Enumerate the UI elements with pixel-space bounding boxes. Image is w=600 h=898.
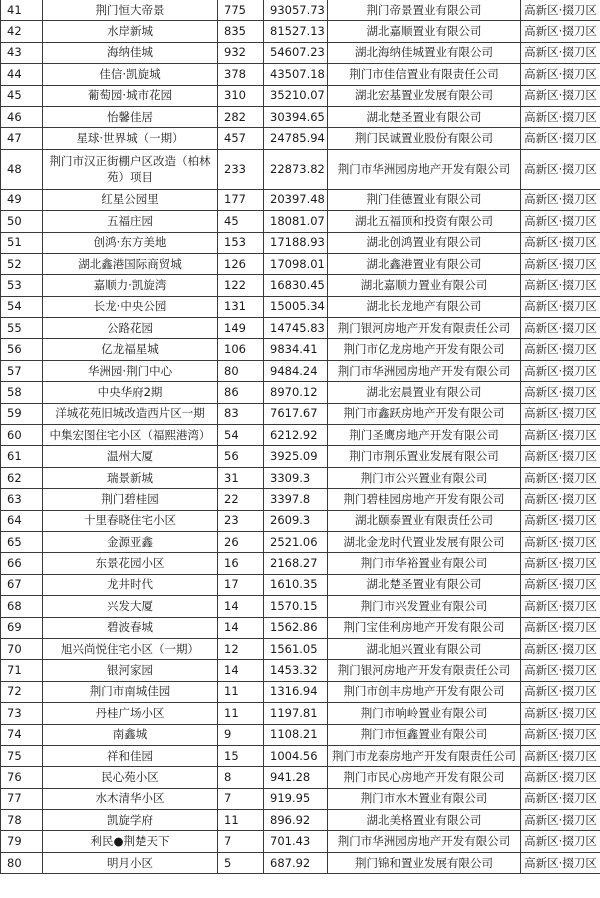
district-cell: 高新区·掇刀区 <box>521 360 600 381</box>
developer-cell: 荆门市响岭置业有限公司 <box>328 703 521 724</box>
units-cell: 22 <box>218 489 264 510</box>
table-row <box>1 467 600 488</box>
units-cell: 282 <box>218 106 264 127</box>
district-cell: 高新区·掇刀区 <box>521 42 600 63</box>
developer-cell: 荆门市公兴置业有限公司 <box>328 467 521 488</box>
units-cell: 16 <box>218 553 264 574</box>
project-name-cell: 创鸿·东方美地 <box>43 232 218 253</box>
area-cell: 18081.07 <box>264 211 328 232</box>
area-cell: 3925.09 <box>264 446 328 467</box>
row-number-cell: 47 <box>1 128 43 149</box>
row-number-cell: 65 <box>1 531 43 552</box>
table-row <box>1 106 600 127</box>
district-cell: 高新区·掇刀区 <box>521 128 600 149</box>
project-name-cell: 水岸新城 <box>43 21 218 42</box>
row-number-cell: 70 <box>1 638 43 659</box>
table-row <box>1 788 600 809</box>
developer-cell: 荆门市民心房地产开发有限公司 <box>328 767 521 788</box>
district-cell: 高新区·掇刀区 <box>521 681 600 702</box>
developer-cell: 湖北海纳佳城置业有限公司 <box>328 42 521 63</box>
units-cell: 775 <box>218 0 264 21</box>
area-cell: 81527.13 <box>264 21 328 42</box>
project-name-cell: 嘉顺力·凯旋湾 <box>43 275 218 296</box>
project-name-cell: 怡馨佳居 <box>43 106 218 127</box>
developer-cell: 荆门市兴发置业有限公司 <box>328 596 521 617</box>
area-cell: 35210.07 <box>264 85 328 106</box>
developer-cell: 荆门市华洲园房地产开发有限公司 <box>328 149 521 189</box>
developer-cell: 荆门银河房地产开发有限责任公司 <box>328 318 521 339</box>
project-name-cell: 水木清华小区 <box>43 788 218 809</box>
row-number-cell: 53 <box>1 275 43 296</box>
area-cell: 9484.24 <box>264 360 328 381</box>
project-name-cell: 温州大厦 <box>43 446 218 467</box>
area-cell: 43507.18 <box>264 64 328 85</box>
developer-cell: 湖北鑫港置业有限公司 <box>328 253 521 274</box>
project-name-cell: 明月小区 <box>43 852 218 873</box>
units-cell: 131 <box>218 296 264 317</box>
table-row <box>1 296 600 317</box>
project-name-cell: 荆门碧桂园 <box>43 489 218 510</box>
units-cell: 233 <box>218 149 264 189</box>
district-cell: 高新区·掇刀区 <box>521 296 600 317</box>
table-row <box>1 189 600 210</box>
district-cell: 高新区·掇刀区 <box>521 0 600 21</box>
area-cell: 22873.82 <box>264 149 328 189</box>
project-name-cell: 佳信·凯旋城 <box>43 64 218 85</box>
table-row <box>1 638 600 659</box>
project-name-cell: 东景花园小区 <box>43 553 218 574</box>
district-cell: 高新区·掇刀区 <box>521 467 600 488</box>
row-number-cell: 75 <box>1 745 43 766</box>
project-name-cell: 长龙·中央公园 <box>43 296 218 317</box>
developer-cell: 荆门市华洲园房地产开发有限公司 <box>328 831 521 852</box>
table-row <box>1 425 600 446</box>
project-name-cell: 金源亚鑫 <box>43 531 218 552</box>
developer-cell: 荆门市亿龙房地产开发有限公司 <box>328 339 521 360</box>
district-cell: 高新区·掇刀区 <box>521 724 600 745</box>
table-row <box>1 275 600 296</box>
area-cell: 919.95 <box>264 788 328 809</box>
units-cell: 80 <box>218 360 264 381</box>
units-cell: 45 <box>218 211 264 232</box>
project-name-cell: 荆门市南城佳园 <box>43 681 218 702</box>
area-cell: 2609.3 <box>264 510 328 531</box>
developer-cell: 湖北嘉顺置业有限公司 <box>328 21 521 42</box>
district-cell: 高新区·掇刀区 <box>521 149 600 189</box>
district-cell: 高新区·掇刀区 <box>521 810 600 831</box>
area-cell: 1610.35 <box>264 574 328 595</box>
district-cell: 高新区·掇刀区 <box>521 382 600 403</box>
area-cell: 1570.15 <box>264 596 328 617</box>
district-cell: 高新区·掇刀区 <box>521 617 600 638</box>
area-cell: 1197.81 <box>264 703 328 724</box>
district-cell: 高新区·掇刀区 <box>521 21 600 42</box>
district-cell: 高新区·掇刀区 <box>521 660 600 681</box>
area-cell: 20397.48 <box>264 189 328 210</box>
area-cell: 1561.05 <box>264 638 328 659</box>
district-cell: 高新区·掇刀区 <box>521 767 600 788</box>
table-row <box>1 810 600 831</box>
district-cell: 高新区·掇刀区 <box>521 852 600 873</box>
developer-cell: 荆门市龙泰房地产开发有限责任公司 <box>328 745 521 766</box>
district-cell: 高新区·掇刀区 <box>521 703 600 724</box>
row-number-cell: 49 <box>1 189 43 210</box>
row-number-cell: 67 <box>1 574 43 595</box>
units-cell: 14 <box>218 596 264 617</box>
developer-cell: 荆门民诚置业股份有限公司 <box>328 128 521 149</box>
district-cell: 高新区·掇刀区 <box>521 531 600 552</box>
developer-cell: 荆门宝佳利房地产开发有限公司 <box>328 617 521 638</box>
developer-cell: 湖北美格置业有限公司 <box>328 810 521 831</box>
units-cell: 835 <box>218 21 264 42</box>
units-cell: 106 <box>218 339 264 360</box>
table-row <box>1 64 600 85</box>
row-number-cell: 51 <box>1 232 43 253</box>
area-cell: 15005.34 <box>264 296 328 317</box>
table-row <box>1 574 600 595</box>
row-number-cell: 45 <box>1 85 43 106</box>
project-name-cell: 祥和佳园 <box>43 745 218 766</box>
area-cell: 14745.83 <box>264 318 328 339</box>
developer-cell: 湖北颐泰置业有限责任公司 <box>328 510 521 531</box>
units-cell: 11 <box>218 810 264 831</box>
area-cell: 1108.21 <box>264 724 328 745</box>
table-row <box>1 253 600 274</box>
area-cell: 93057.73 <box>264 0 328 21</box>
row-number-cell: 68 <box>1 596 43 617</box>
row-number-cell: 48 <box>1 149 43 189</box>
row-number-cell: 58 <box>1 382 43 403</box>
units-cell: 310 <box>218 85 264 106</box>
area-cell: 687.92 <box>264 852 328 873</box>
table-row <box>1 660 600 681</box>
row-number-cell: 66 <box>1 553 43 574</box>
area-cell: 9834.41 <box>264 339 328 360</box>
developer-cell: 荆门佳德置业有限公司 <box>328 189 521 210</box>
units-cell: 83 <box>218 403 264 424</box>
district-cell: 高新区·掇刀区 <box>521 574 600 595</box>
project-name-cell: 红星公园里 <box>43 189 218 210</box>
project-name-cell: 碧波春城 <box>43 617 218 638</box>
project-name-cell: 丹桂广场小区 <box>43 703 218 724</box>
district-cell: 高新区·掇刀区 <box>521 64 600 85</box>
developer-cell: 荆门市佳信置业有限责任公司 <box>328 64 521 85</box>
area-cell: 8970.12 <box>264 382 328 403</box>
table-row <box>1 553 600 574</box>
developer-cell: 湖北楚圣置业有限公司 <box>328 574 521 595</box>
units-cell: 11 <box>218 703 264 724</box>
units-cell: 26 <box>218 531 264 552</box>
district-cell: 高新区·掇刀区 <box>521 339 600 360</box>
row-number-cell: 78 <box>1 810 43 831</box>
table-row <box>1 831 600 852</box>
row-number-cell: 56 <box>1 339 43 360</box>
units-cell: 7 <box>218 831 264 852</box>
table-row <box>1 681 600 702</box>
district-cell: 高新区·掇刀区 <box>521 510 600 531</box>
row-number-cell: 52 <box>1 253 43 274</box>
row-number-cell: 79 <box>1 831 43 852</box>
table-row <box>1 85 600 106</box>
district-cell: 高新区·掇刀区 <box>521 253 600 274</box>
table-row <box>1 128 600 149</box>
table-row <box>1 446 600 467</box>
district-cell: 高新区·掇刀区 <box>521 275 600 296</box>
developer-cell: 湖北宏晨置业有限公司 <box>328 382 521 403</box>
area-cell: 24785.94 <box>264 128 328 149</box>
district-cell: 高新区·掇刀区 <box>521 318 600 339</box>
area-cell: 1004.56 <box>264 745 328 766</box>
row-number-cell: 69 <box>1 617 43 638</box>
units-cell: 5 <box>218 852 264 873</box>
area-cell: 2521.06 <box>264 531 328 552</box>
units-cell: 86 <box>218 382 264 403</box>
developer-cell: 湖北金龙时代置业发展有限公司 <box>328 531 521 552</box>
project-name-cell: 湖北鑫港国际商贸城 <box>43 253 218 274</box>
table-row <box>1 0 600 21</box>
table-row <box>1 510 600 531</box>
units-cell: 149 <box>218 318 264 339</box>
project-name-cell: 中集宏图住宅小区（福熙港湾） <box>43 425 218 446</box>
table-row <box>1 724 600 745</box>
developer-cell: 荆门市恒鑫置业有限公司 <box>328 724 521 745</box>
area-cell: 30394.65 <box>264 106 328 127</box>
table-row <box>1 232 600 253</box>
developer-cell: 湖北创鸿置业有限公司 <box>328 232 521 253</box>
district-cell: 高新区·掇刀区 <box>521 638 600 659</box>
district-cell: 高新区·掇刀区 <box>521 446 600 467</box>
developer-cell: 湖北嘉顺力置业有限公司 <box>328 275 521 296</box>
project-name-cell: 民心苑小区 <box>43 767 218 788</box>
table-row <box>1 21 600 42</box>
developer-cell: 湖北长龙地产有限公司 <box>328 296 521 317</box>
area-cell: 701.43 <box>264 831 328 852</box>
project-name-cell: 中央华府2期 <box>43 382 218 403</box>
units-cell: 8 <box>218 767 264 788</box>
area-cell: 17098.01 <box>264 253 328 274</box>
row-number-cell: 60 <box>1 425 43 446</box>
units-cell: 11 <box>218 681 264 702</box>
project-name-cell: 公路花园 <box>43 318 218 339</box>
district-cell: 高新区·掇刀区 <box>521 232 600 253</box>
units-cell: 177 <box>218 189 264 210</box>
row-number-cell: 77 <box>1 788 43 809</box>
developer-cell: 荆门锦和置业发展有限公司 <box>328 852 521 873</box>
units-cell: 12 <box>218 638 264 659</box>
project-name-cell: 亿龙福星城 <box>43 339 218 360</box>
units-cell: 7 <box>218 788 264 809</box>
row-number-cell: 80 <box>1 852 43 873</box>
project-name-cell: 荆门恒大帝景 <box>43 0 218 21</box>
area-cell: 3309.3 <box>264 467 328 488</box>
table-row <box>1 339 600 360</box>
district-cell: 高新区·掇刀区 <box>521 106 600 127</box>
units-cell: 31 <box>218 467 264 488</box>
row-number-cell: 59 <box>1 403 43 424</box>
table-row <box>1 745 600 766</box>
district-cell: 高新区·掇刀区 <box>521 211 600 232</box>
table-row <box>1 596 600 617</box>
row-number-cell: 63 <box>1 489 43 510</box>
units-cell: 56 <box>218 446 264 467</box>
row-number-cell: 54 <box>1 296 43 317</box>
row-number-cell: 76 <box>1 767 43 788</box>
table-row <box>1 211 600 232</box>
developer-cell: 荆门市华洲园房地产开发有限公司 <box>328 360 521 381</box>
row-number-cell: 71 <box>1 660 43 681</box>
area-cell: 1562.86 <box>264 617 328 638</box>
table-row <box>1 703 600 724</box>
developer-cell: 荆门市创丰房地产开发有限公司 <box>328 681 521 702</box>
district-cell: 高新区·掇刀区 <box>521 553 600 574</box>
row-number-cell: 50 <box>1 211 43 232</box>
district-cell: 高新区·掇刀区 <box>521 788 600 809</box>
developer-cell: 湖北五福顶和投资有限公司 <box>328 211 521 232</box>
area-cell: 1453.32 <box>264 660 328 681</box>
row-number-cell: 55 <box>1 318 43 339</box>
project-name-cell: 华洲园·荆门中心 <box>43 360 218 381</box>
project-name-cell: 瑞景新城 <box>43 467 218 488</box>
developer-cell: 荆门市鑫跃房地产开发有限公司 <box>328 403 521 424</box>
table-row <box>1 617 600 638</box>
project-name-cell: 荆门市汉正街棚户区改造（柏林苑）项目 <box>43 149 218 189</box>
project-name-cell: 兴发大厦 <box>43 596 218 617</box>
district-cell: 高新区·掇刀区 <box>521 189 600 210</box>
table-row <box>1 149 600 189</box>
project-name-cell: 银河家园 <box>43 660 218 681</box>
units-cell: 15 <box>218 745 264 766</box>
developer-cell: 荆门市水木置业有限公司 <box>328 788 521 809</box>
units-cell: 932 <box>218 42 264 63</box>
row-number-cell: 61 <box>1 446 43 467</box>
project-name-cell: 龙井时代 <box>43 574 218 595</box>
table-row <box>1 531 600 552</box>
project-name-cell: 旭兴尚悦住宅小区（一期） <box>43 638 218 659</box>
row-number-cell: 73 <box>1 703 43 724</box>
developer-cell: 湖北旭兴置业有限公司 <box>328 638 521 659</box>
area-cell: 17188.93 <box>264 232 328 253</box>
developer-cell: 荆门碧桂园房地产开发有限公司 <box>328 489 521 510</box>
district-cell: 高新区·掇刀区 <box>521 425 600 446</box>
area-cell: 896.92 <box>264 810 328 831</box>
district-cell: 高新区·掇刀区 <box>521 489 600 510</box>
table-row <box>1 852 600 873</box>
district-cell: 高新区·掇刀区 <box>521 596 600 617</box>
developer-cell: 荆门圣鹰房地产开发有限公司 <box>328 425 521 446</box>
area-cell: 6212.92 <box>264 425 328 446</box>
district-cell: 高新区·掇刀区 <box>521 831 600 852</box>
district-cell: 高新区·掇刀区 <box>521 745 600 766</box>
table-row <box>1 360 600 381</box>
district-cell: 高新区·掇刀区 <box>521 403 600 424</box>
project-name-cell: 利民●荆楚天下 <box>43 831 218 852</box>
developer-cell: 荆门银河房地产开发有限责任公司 <box>328 660 521 681</box>
project-name-cell: 凯旋学府 <box>43 810 218 831</box>
row-number-cell: 74 <box>1 724 43 745</box>
table-row <box>1 489 600 510</box>
row-number-cell: 44 <box>1 64 43 85</box>
units-cell: 14 <box>218 660 264 681</box>
developer-cell: 湖北楚圣置业有限公司 <box>328 106 521 127</box>
table-row <box>1 318 600 339</box>
units-cell: 17 <box>218 574 264 595</box>
row-number-cell: 57 <box>1 360 43 381</box>
area-cell: 3397.8 <box>264 489 328 510</box>
units-cell: 457 <box>218 128 264 149</box>
project-name-cell: 海纳佳城 <box>43 42 218 63</box>
developer-cell: 荆门帝景置业有限公司 <box>328 0 521 21</box>
units-cell: 54 <box>218 425 264 446</box>
table-row <box>1 42 600 63</box>
district-cell: 高新区·掇刀区 <box>521 85 600 106</box>
row-number-cell: 64 <box>1 510 43 531</box>
project-name-cell: 葡萄园·城市花园 <box>43 85 218 106</box>
units-cell: 126 <box>218 253 264 274</box>
area-cell: 7617.67 <box>264 403 328 424</box>
developer-cell: 荆门市华裕置业有限公司 <box>328 553 521 574</box>
units-cell: 23 <box>218 510 264 531</box>
area-cell: 54607.23 <box>264 42 328 63</box>
row-number-cell: 72 <box>1 681 43 702</box>
project-name-cell: 十里春晓住宅小区 <box>43 510 218 531</box>
project-name-cell: 南鑫城 <box>43 724 218 745</box>
table-row <box>1 382 600 403</box>
units-cell: 14 <box>218 617 264 638</box>
project-name-cell: 五福庄园 <box>43 211 218 232</box>
row-number-cell: 42 <box>1 21 43 42</box>
units-cell: 378 <box>218 64 264 85</box>
row-number-cell: 41 <box>1 0 43 21</box>
developer-cell: 荆门市荆乐置业发展有限公司 <box>328 446 521 467</box>
table-row <box>1 403 600 424</box>
row-number-cell: 62 <box>1 467 43 488</box>
project-name-cell: 星球·世界城（一期） <box>43 128 218 149</box>
area-cell: 16830.45 <box>264 275 328 296</box>
table-row <box>1 767 600 788</box>
developer-cell: 湖北宏基置业发展有限公司 <box>328 85 521 106</box>
table-body <box>1 0 600 874</box>
area-cell: 941.28 <box>264 767 328 788</box>
units-cell: 153 <box>218 232 264 253</box>
units-cell: 122 <box>218 275 264 296</box>
row-number-cell: 43 <box>1 42 43 63</box>
units-cell: 9 <box>218 724 264 745</box>
row-number-cell: 46 <box>1 106 43 127</box>
area-cell: 1316.94 <box>264 681 328 702</box>
area-cell: 2168.27 <box>264 553 328 574</box>
project-name-cell: 洋城花苑旧城改造西片区一期 <box>43 403 218 424</box>
